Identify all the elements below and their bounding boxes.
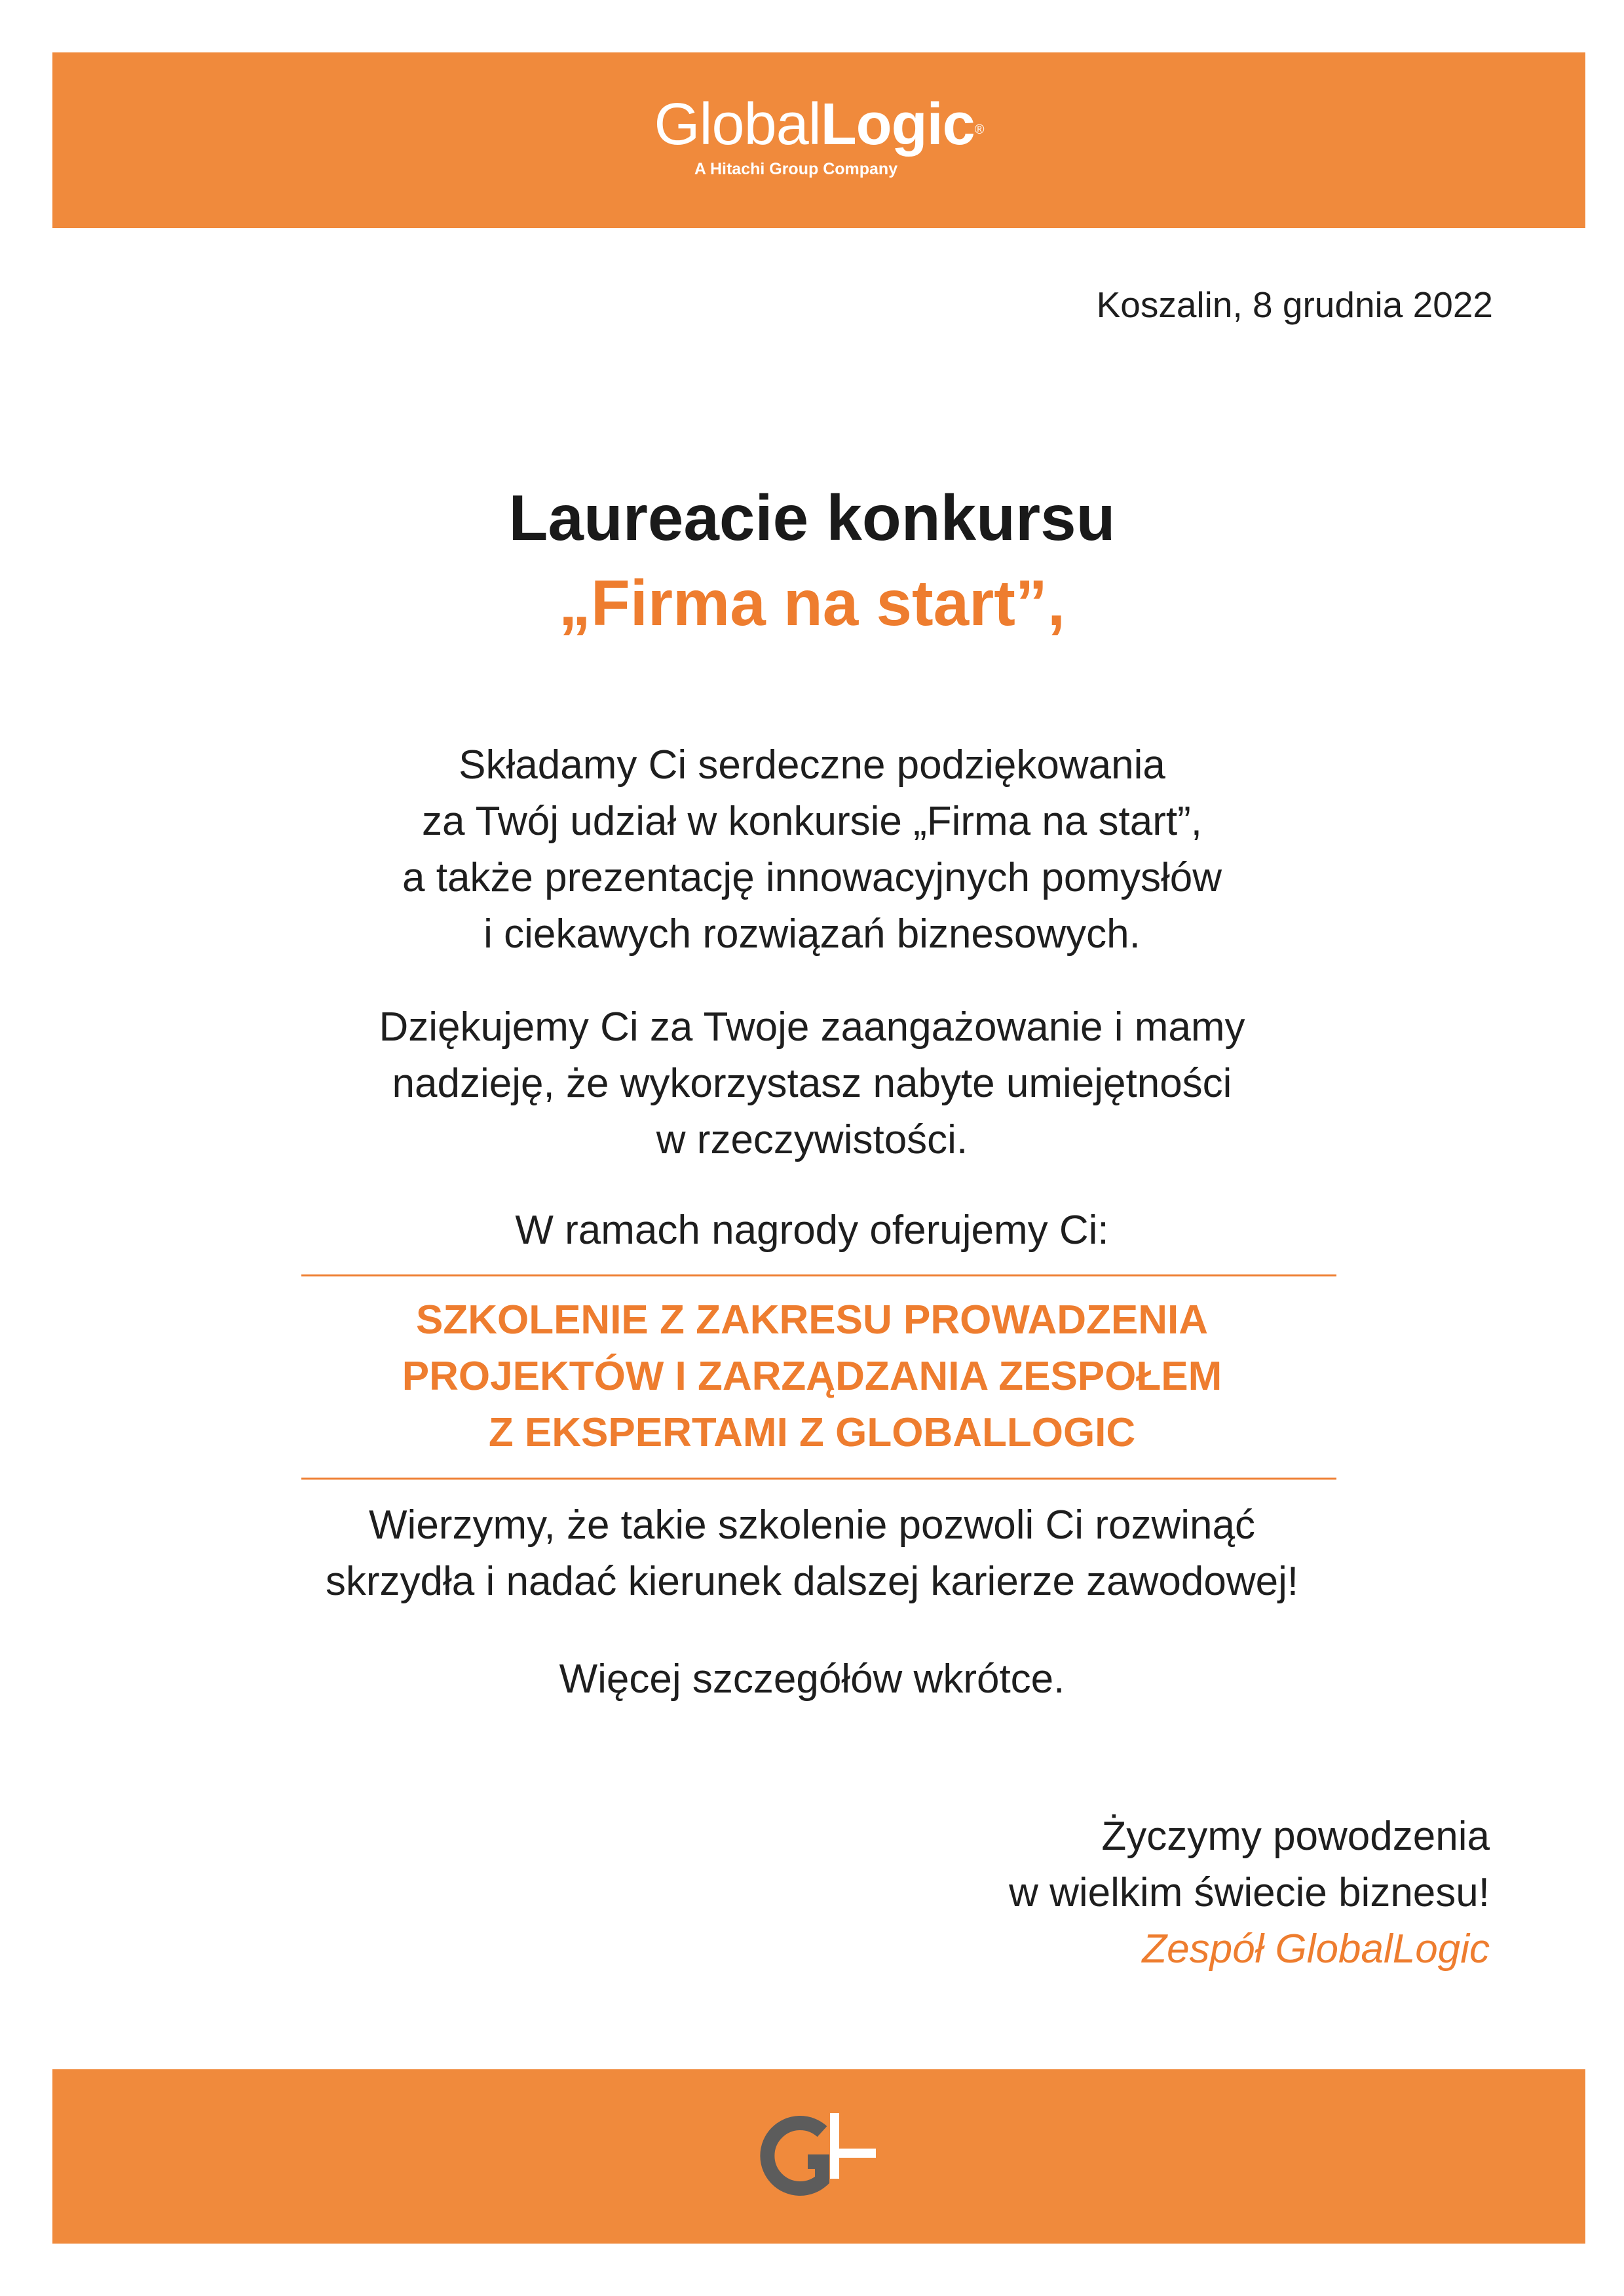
- logo-tagline: A Hitachi Group Company: [694, 160, 898, 178]
- signature: Zespół GlobalLogic: [1142, 1926, 1490, 1972]
- paragraph-line: a także prezentację innowacyjnych pomysłów: [402, 855, 1222, 900]
- paragraph-prize-intro: [0, 1202, 1624, 1259]
- closing-line: w wielkim świecie biznesu!: [1009, 1870, 1490, 1915]
- paragraph-line: i ciekawych rozwiązań biznesowych.: [483, 911, 1141, 957]
- logo-wordmark: [52, 92, 1585, 157]
- paragraph-line: W ramach nagrody oferujemy Ci:: [515, 1208, 1109, 1253]
- logo-word-light: Global: [654, 92, 821, 157]
- logo-word-bold: Logic: [820, 92, 975, 157]
- globallogic-logo: [52, 92, 1585, 179]
- paragraph-engagement: [0, 999, 1624, 1168]
- registered-mark: ®: [974, 123, 984, 137]
- paragraph-line: za Twój udział w konkursie „Firma na start”,: [421, 799, 1203, 844]
- contest-name: „Firma na start”,: [558, 567, 1066, 639]
- letter-title: Laureacie konkursu: [508, 482, 1116, 554]
- monogram-plus-vertical: [830, 2113, 839, 2179]
- prize-highlight: [0, 1292, 1624, 1461]
- paragraph-details-soon: [0, 1651, 1624, 1708]
- prize-line: SZKOLENIE Z ZAKRESU PROWADZENIA: [415, 1297, 1209, 1343]
- paragraph-line: Więcej szczegółów wkrótce.: [559, 1656, 1065, 1702]
- closing-block: [1009, 1808, 1490, 1978]
- paragraph-line: w rzeczywistości.: [656, 1117, 968, 1162]
- paragraph-line: Wierzymy, że takie szkolenie pozwoli Ci rozwinąć: [369, 1502, 1255, 1548]
- paragraph-line: skrzydła i nadać kierunek dalszej karierze zawodowej!: [325, 1559, 1299, 1604]
- header-band: [52, 52, 1585, 228]
- monogram-g-arc: [767, 2123, 822, 2189]
- paragraph-line: Składamy Ci serdeczne podziękowania: [459, 742, 1165, 788]
- paragraph-thanks: [0, 737, 1624, 963]
- paragraph-line: nadzieję, że wykorzystasz nabyte umiejętności: [392, 1061, 1232, 1106]
- paragraph-belief: [0, 1497, 1624, 1610]
- date-line: Koszalin, 8 grudnia 2022: [1096, 284, 1493, 325]
- divider-bottom: [301, 1478, 1336, 1480]
- prize-line: PROJEKTÓW I ZARZĄDZANIA ZESPOŁEM: [402, 1354, 1222, 1399]
- globallogic-monogram-icon: [757, 2107, 881, 2205]
- closing-line: Życzymy powodzenia: [1101, 1814, 1490, 1859]
- prize-line: Z EKSPERTAMI Z GLOBALLOGIC: [488, 1410, 1136, 1455]
- divider-top: [301, 1274, 1336, 1276]
- paragraph-line: Dziękujemy Ci za Twoje zaangażowanie i mamy: [379, 1004, 1245, 1050]
- monogram-plus-horizontal: [830, 2149, 876, 2158]
